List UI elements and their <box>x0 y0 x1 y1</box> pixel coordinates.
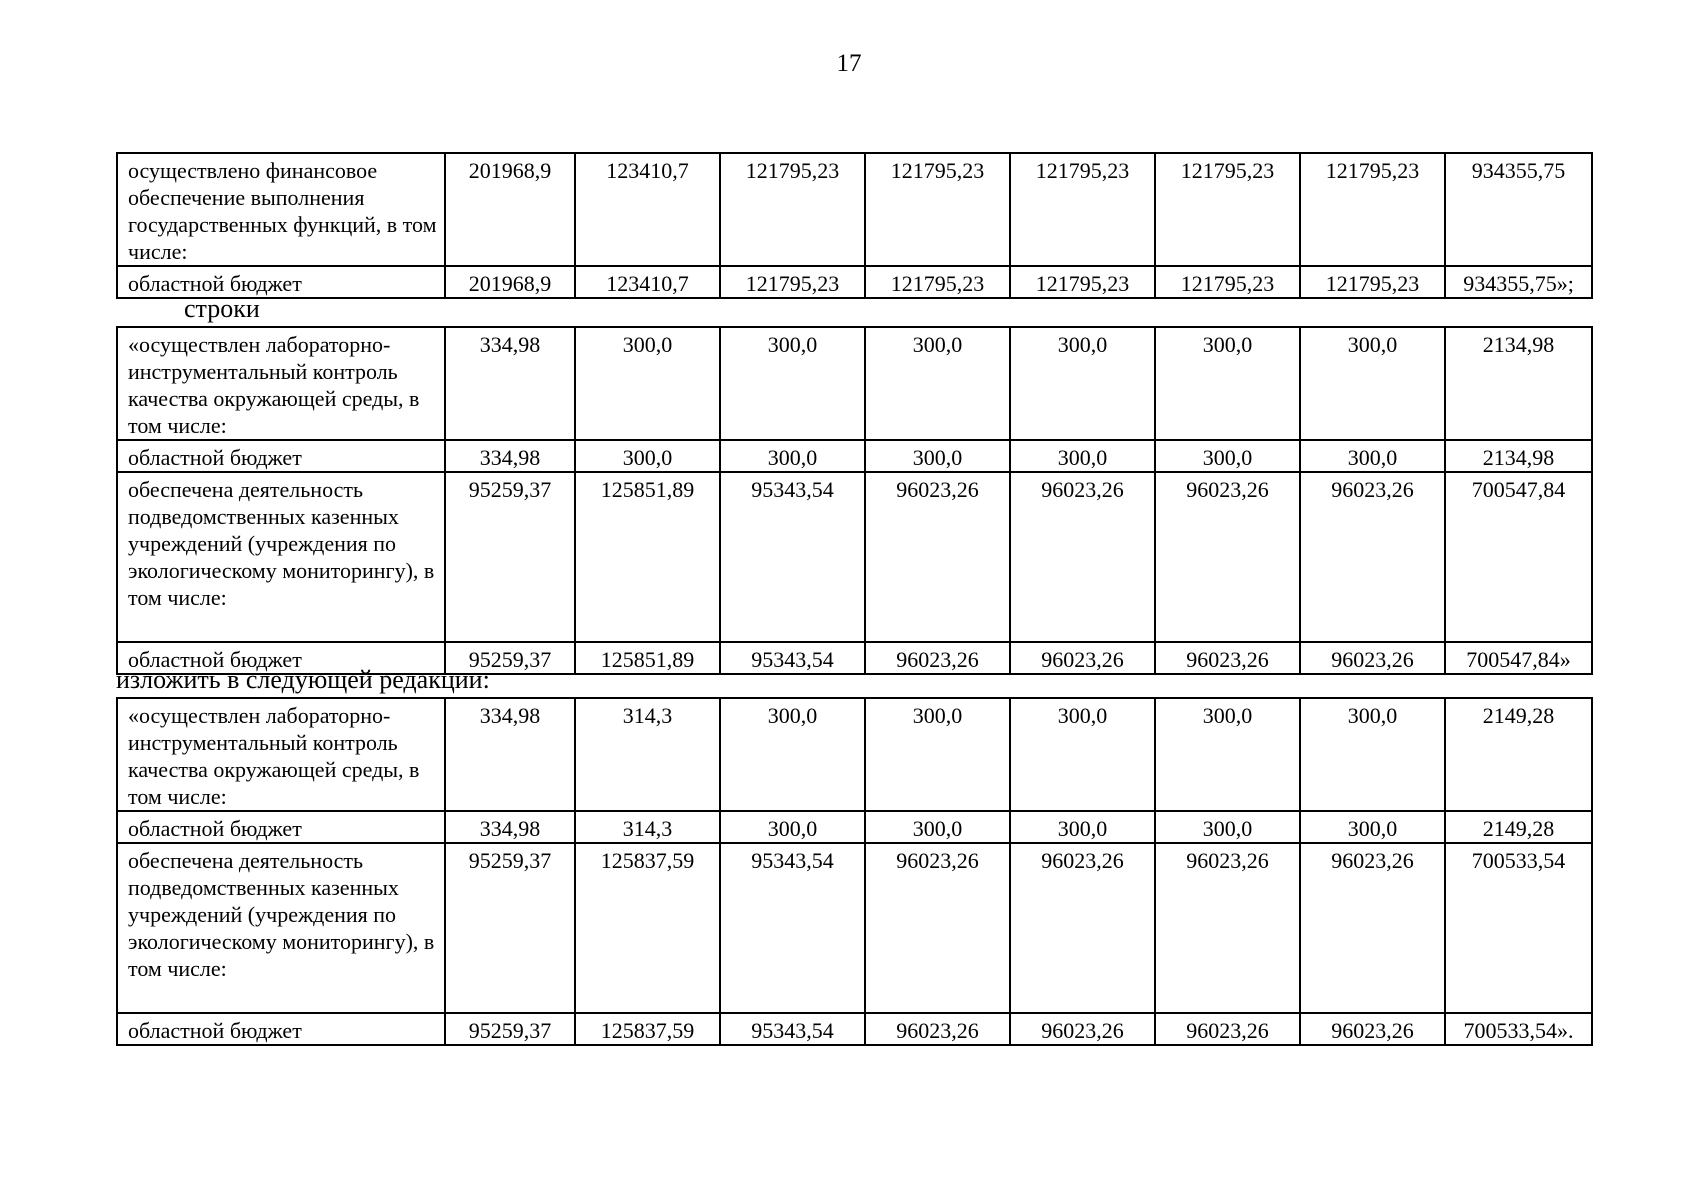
value-cell: 125851,89 <box>575 642 720 674</box>
value-cell: 95343,54 <box>720 843 865 1013</box>
table-row <box>117 327 1592 440</box>
value-cell: 2134,98 <box>1445 440 1592 472</box>
value-cell: 300,0 <box>1155 327 1300 440</box>
value-cell: 96023,26 <box>1010 472 1155 642</box>
value-cell: 95259,37 <box>445 472 575 642</box>
value-cell: 96023,26 <box>1300 1013 1445 1045</box>
table-old-lines <box>116 326 1593 675</box>
table-row <box>117 811 1592 843</box>
value-cell: 300,0 <box>720 440 865 472</box>
value-cell: 314,3 <box>575 811 720 843</box>
label-stroki: строки <box>184 294 260 323</box>
value-cell: 95259,37 <box>445 1013 575 1045</box>
value-cell: 121795,23 <box>865 153 1010 266</box>
value-cell: 2134,98 <box>1445 327 1592 440</box>
row-label: областной бюджет <box>117 440 445 472</box>
value-cell: 700547,84 <box>1445 472 1592 642</box>
value-cell: 125837,59 <box>575 843 720 1013</box>
table-new-lines <box>116 697 1593 1046</box>
value-cell: 300,0 <box>865 698 1010 811</box>
value-cell: 314,3 <box>575 698 720 811</box>
value-cell: 334,98 <box>445 698 575 811</box>
table-row <box>117 1013 1592 1045</box>
value-cell: 300,0 <box>720 811 865 843</box>
value-cell: 121795,23 <box>1010 153 1155 266</box>
table-financing <box>116 152 1593 299</box>
value-cell: 121795,23 <box>720 153 865 266</box>
value-cell: 700533,54 <box>1445 843 1592 1013</box>
row-label: областной бюджет <box>117 266 445 298</box>
value-cell: 300,0 <box>1010 811 1155 843</box>
row-label: «осуществлен лабораторно-инструментальный контроль качества окружающей среды, в том числе: <box>117 698 445 811</box>
value-cell: 700547,84» <box>1445 642 1592 674</box>
value-cell: 95343,54 <box>720 472 865 642</box>
label-new-edition: изложить в следующей редакции: <box>116 665 490 694</box>
value-cell: 300,0 <box>720 698 865 811</box>
table-row <box>117 266 1592 298</box>
row-label: «осуществлен лабораторно-инструментальный контроль качества окружающей среды, в том числе: <box>117 327 445 440</box>
value-cell: 300,0 <box>1010 327 1155 440</box>
value-cell: 2149,28 <box>1445 811 1592 843</box>
value-cell: 300,0 <box>865 327 1010 440</box>
value-cell: 123410,7 <box>575 266 720 298</box>
value-cell: 300,0 <box>1155 811 1300 843</box>
value-cell: 96023,26 <box>1010 843 1155 1013</box>
value-cell: 700533,54». <box>1445 1013 1592 1045</box>
value-cell: 125851,89 <box>575 472 720 642</box>
value-cell: 934355,75»; <box>1445 266 1592 298</box>
value-cell: 201968,9 <box>445 153 575 266</box>
value-cell: 95259,37 <box>445 642 575 674</box>
value-cell: 96023,26 <box>1155 472 1300 642</box>
value-cell: 95259,37 <box>445 843 575 1013</box>
value-cell: 334,98 <box>445 327 575 440</box>
value-cell: 2149,28 <box>1445 698 1592 811</box>
value-cell: 300,0 <box>1300 698 1445 811</box>
value-cell: 96023,26 <box>1155 1013 1300 1045</box>
table-row <box>117 698 1592 811</box>
value-cell: 300,0 <box>1300 440 1445 472</box>
value-cell: 300,0 <box>1155 698 1300 811</box>
value-cell: 96023,26 <box>1300 843 1445 1013</box>
value-cell: 121795,23 <box>1300 153 1445 266</box>
row-label: областной бюджет <box>117 642 445 674</box>
value-cell: 121795,23 <box>1155 153 1300 266</box>
value-cell: 300,0 <box>720 327 865 440</box>
table-row <box>117 472 1592 642</box>
value-cell: 96023,26 <box>865 472 1010 642</box>
value-cell: 123410,7 <box>575 153 720 266</box>
value-cell: 96023,26 <box>1010 642 1155 674</box>
value-cell: 95343,54 <box>720 1013 865 1045</box>
value-cell: 300,0 <box>1300 811 1445 843</box>
value-cell: 96023,26 <box>865 642 1010 674</box>
value-cell: 300,0 <box>575 440 720 472</box>
value-cell: 121795,23 <box>1155 266 1300 298</box>
page-number: 17 <box>836 50 862 77</box>
value-cell: 96023,26 <box>1155 642 1300 674</box>
table-row <box>117 440 1592 472</box>
value-cell: 96023,26 <box>1300 642 1445 674</box>
row-label: областной бюджет <box>117 1013 445 1045</box>
value-cell: 300,0 <box>575 327 720 440</box>
value-cell: 121795,23 <box>865 266 1010 298</box>
value-cell: 121795,23 <box>1300 266 1445 298</box>
value-cell: 300,0 <box>1300 327 1445 440</box>
value-cell: 300,0 <box>865 440 1010 472</box>
value-cell: 201968,9 <box>445 266 575 298</box>
row-label: обеспечена деятельность подведомственных казенных учреждений (учреждения по экологическому мониторингу), в том числе: <box>117 472 445 642</box>
value-cell: 300,0 <box>1010 698 1155 811</box>
value-cell: 121795,23 <box>720 266 865 298</box>
value-cell: 96023,26 <box>1300 472 1445 642</box>
value-cell: 121795,23 <box>1010 266 1155 298</box>
row-label: осуществлено финансовое обеспечение выполнения государственных функций, в том числе: <box>117 153 445 266</box>
value-cell: 934355,75 <box>1445 153 1592 266</box>
table-row <box>117 153 1592 266</box>
value-cell: 95343,54 <box>720 642 865 674</box>
value-cell: 300,0 <box>1155 440 1300 472</box>
value-cell: 96023,26 <box>865 843 1010 1013</box>
row-label: обеспечена деятельность подведомственных казенных учреждений (учреждения по экологическому мониторингу), в том числе: <box>117 843 445 1013</box>
value-cell: 300,0 <box>865 811 1010 843</box>
table-row <box>117 843 1592 1013</box>
row-label: областной бюджет <box>117 811 445 843</box>
value-cell: 96023,26 <box>1155 843 1300 1013</box>
value-cell: 334,98 <box>445 440 575 472</box>
value-cell: 96023,26 <box>1010 1013 1155 1045</box>
value-cell: 125837,59 <box>575 1013 720 1045</box>
value-cell: 334,98 <box>445 811 575 843</box>
value-cell: 300,0 <box>1010 440 1155 472</box>
value-cell: 96023,26 <box>865 1013 1010 1045</box>
